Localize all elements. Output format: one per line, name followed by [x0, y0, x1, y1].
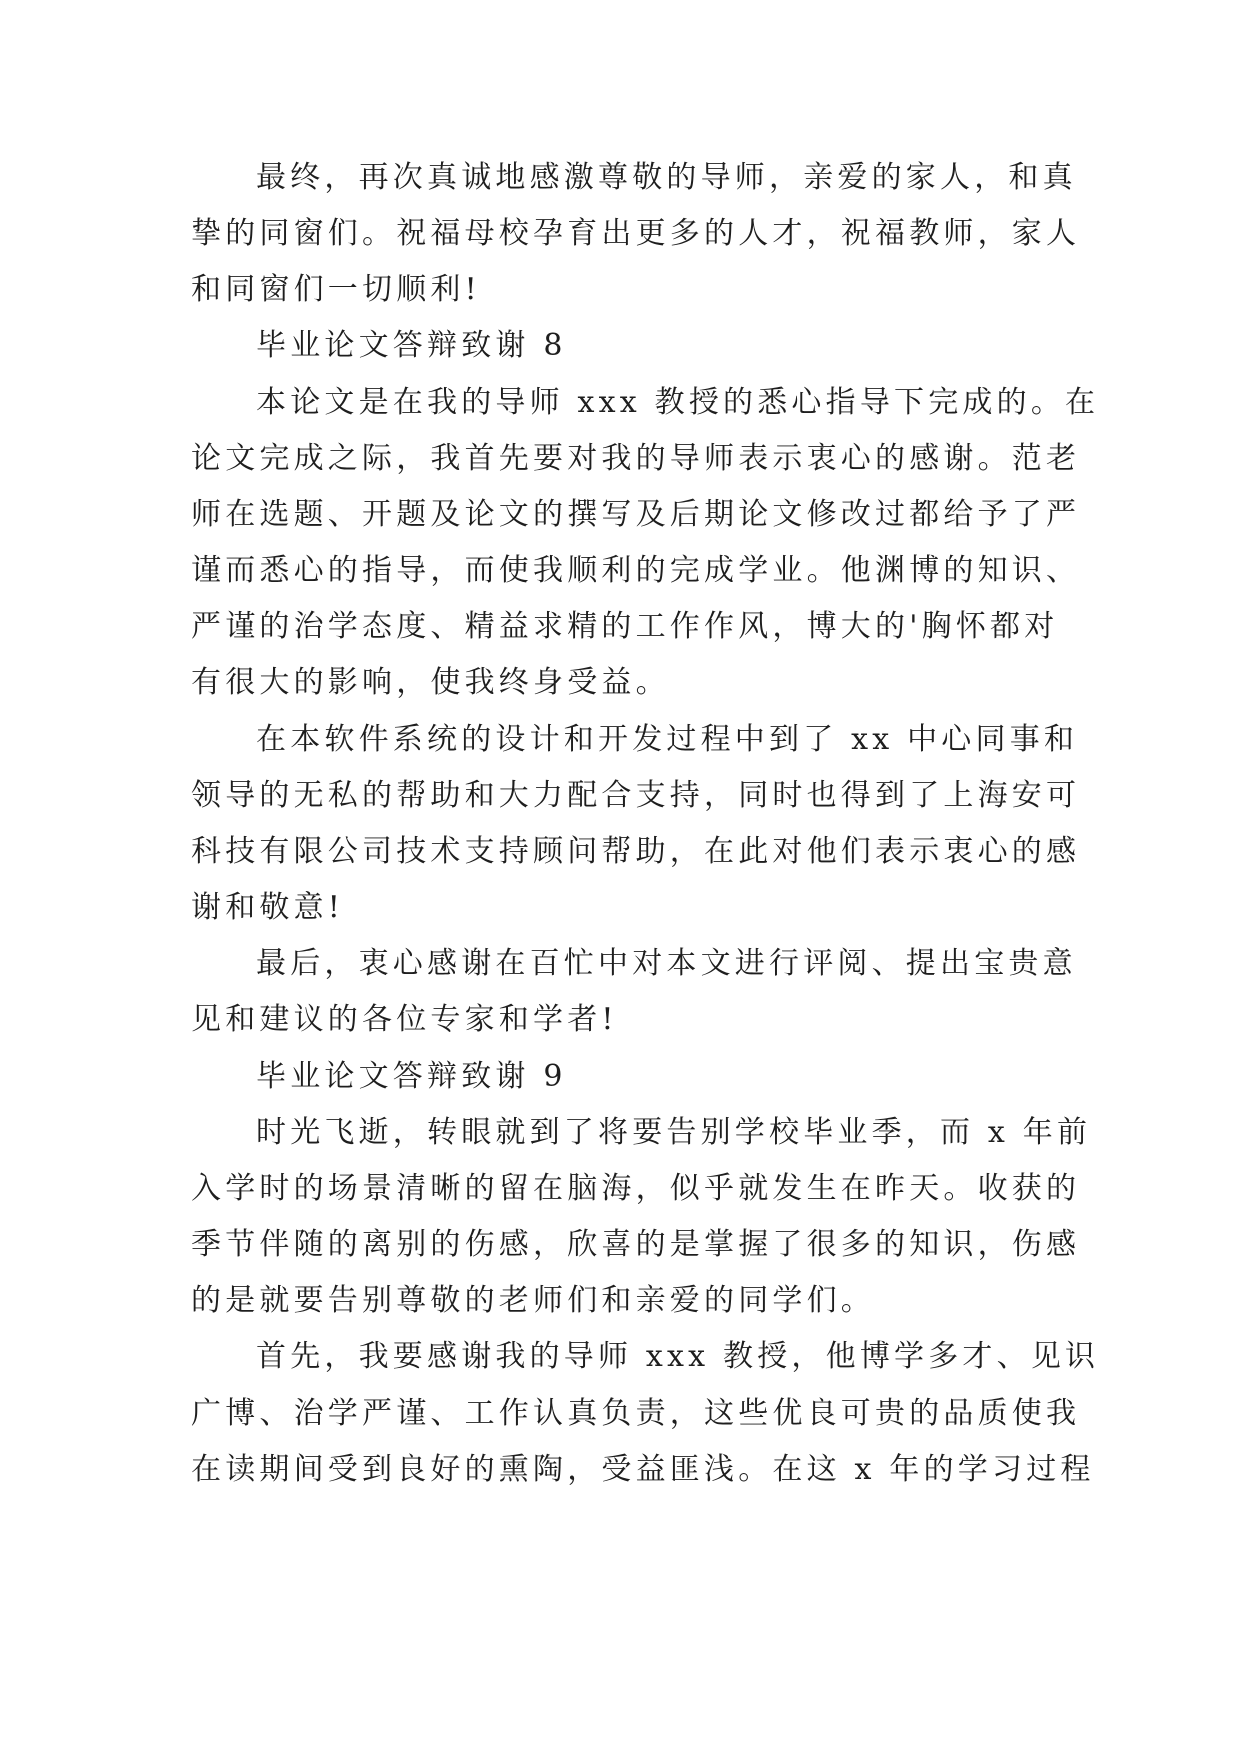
- paragraph-line: 领导的无私的帮助和大力配合支持，同时也得到了上海安可: [191, 778, 1081, 813]
- paragraph-line: 时光飞逝，转眼就到了将要告别学校毕业季，而 x 年前: [256, 1115, 1092, 1150]
- paragraph-line: 严谨的治学态度、精益求精的工作作风，博大的'胸怀都对: [191, 609, 1059, 644]
- section-heading: 毕业论文答辩致谢 9: [256, 1059, 567, 1094]
- paragraph-line: 最后，衷心感谢在百忙中对本文进行评阅、提出宝贵意: [256, 946, 1077, 981]
- paragraph-line: 和同窗们一切顺利!: [191, 272, 481, 307]
- paragraph-line: 见和建议的各位专家和学者!: [191, 1002, 618, 1037]
- paragraph-line: 谨而悉心的指导，而使我顺利的完成学业。他渊博的知识、: [191, 553, 1081, 588]
- paragraph-line: 师在选题、开题及论文的撰写及后期论文修改过都给予了严: [191, 497, 1081, 532]
- paragraph-line: 挚的同窗们。祝福母校孕育出更多的人才，祝福教师，家人: [191, 216, 1081, 251]
- paragraph-line: 入学时的场景清晰的留在脑海，似乎就发生在昨天。收获的: [191, 1171, 1081, 1206]
- paragraph-line: 有很大的影响，使我终身受益。: [191, 665, 670, 700]
- paragraph-line: 谢和敬意!: [191, 890, 345, 925]
- paragraph-line: 的是就要告别尊敬的老师们和亲爱的同学们。: [191, 1283, 875, 1318]
- paragraph-line: 科技有限公司技术支持顾问帮助，在此对他们表示衷心的感: [191, 834, 1081, 869]
- paragraph-line: 在本软件系统的设计和开发过程中到了 xx 中心同事和: [256, 722, 1079, 757]
- paragraph-line: 广博、治学严谨、工作认真负责，这些优良可贵的品质使我: [191, 1396, 1081, 1431]
- paragraph-line: 首先，我要感谢我的导师 xxx 教授，他博学多才、见识: [256, 1339, 1100, 1374]
- paragraph-line: 在读期间受到良好的熏陶，受益匪浅。在这 x 年的学习过程: [191, 1452, 1095, 1487]
- section-heading: 毕业论文答辩致谢 8: [256, 328, 567, 363]
- paragraph-line: 本论文是在我的导师 xxx 教授的悉心指导下完成的。在: [256, 385, 1100, 420]
- paragraph-line: 最终，再次真诚地感激尊敬的导师，亲爱的家人，和真: [256, 160, 1077, 195]
- paragraph-line: 论文完成之际，我首先要对我的导师表示衷心的感谢。范老: [191, 441, 1081, 476]
- paragraph-line: 季节伴随的离别的伤感，欣喜的是掌握了很多的知识，伤感: [191, 1227, 1081, 1262]
